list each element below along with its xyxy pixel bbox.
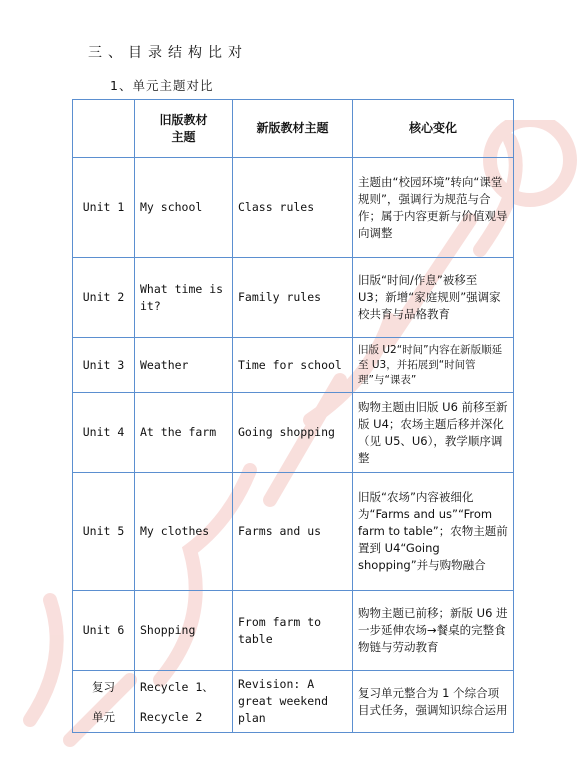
unit-comparison-table xyxy=(72,99,514,733)
header-old-theme xyxy=(135,100,233,158)
table-row xyxy=(73,258,514,338)
table-header-row xyxy=(73,100,514,158)
new-theme-cell: From farm to table xyxy=(233,591,353,671)
table-row xyxy=(73,393,514,473)
old-theme-cell: Weather xyxy=(135,338,233,393)
change-cell: 购物主题由旧版 U6 前移至新版 U4；农场主题后移并深化（见 U5、U6），教学顺序调整 xyxy=(353,393,514,473)
header-unit xyxy=(73,100,135,158)
unit-cell: Unit 2 xyxy=(73,258,135,338)
new-theme-cell: Class rules xyxy=(233,158,353,258)
header-new-theme: 新版教材主题 xyxy=(233,100,353,158)
new-theme-cell: Family rules xyxy=(233,258,353,338)
change-cell: 复习单元整合为 1 个综合项目式任务，强调知识综合运用 xyxy=(353,671,514,733)
table-row xyxy=(73,158,514,258)
table-row xyxy=(73,591,514,671)
change-cell: 购物主题已前移；新版 U6 进一步延伸农场→餐桌的完整食物链与劳动教育 xyxy=(353,591,514,671)
old-theme-cell: My clothes xyxy=(135,473,233,591)
section-heading: 三、目录结构比对 xyxy=(88,45,248,61)
header-old-theme-line2: 主题 xyxy=(171,129,196,144)
subsection-heading: 1、单元主题对比 xyxy=(110,78,214,93)
table-row xyxy=(73,671,514,733)
unit-cell: Unit 1 xyxy=(73,158,135,258)
change-cell: 旧版 U2“时间”内容在新版顺延至 U3，并拓展到“时间管理”与“课表” xyxy=(353,338,514,393)
change-cell: 旧版“农场”内容被细化为“Farms and us”“From farm to table”；农物主题前置到 U4“Going shopping”并与购物融合 xyxy=(353,473,514,591)
old-theme-cell: My school xyxy=(135,158,233,258)
unit-cell-line2: 单元 xyxy=(92,709,115,724)
unit-cell: Unit 3 xyxy=(73,338,135,393)
header-old-theme-line1: 旧版教材 xyxy=(159,112,208,127)
table-row xyxy=(73,338,514,393)
change-cell: 主题由“校园环境”转向“课堂规则”，强调行为规范与合作；属于内容更新与价值观导向调整 xyxy=(353,158,514,258)
new-theme-cell: Time for school xyxy=(233,338,353,393)
unit-cell-line1: 复习 xyxy=(92,679,115,694)
new-theme-cell: Farms and us xyxy=(233,473,353,591)
unit-cell: Unit 4 xyxy=(73,393,135,473)
change-cell: 旧版“时间/作息”被移至 U3；新增“家庭规则”强调家校共育与品格教育 xyxy=(353,258,514,338)
unit-cell: Unit 5 xyxy=(73,473,135,591)
old-theme-cell: At the farm xyxy=(135,393,233,473)
old-theme-cell: Shopping xyxy=(135,591,233,671)
old-theme-line2: Recycle 2 xyxy=(140,709,203,724)
old-theme-line1: Recycle 1、 xyxy=(140,679,214,694)
unit-cell xyxy=(73,671,135,733)
unit-cell: Unit 6 xyxy=(73,591,135,671)
old-theme-cell xyxy=(135,671,233,733)
old-theme-cell: What time is it? xyxy=(135,258,233,338)
new-theme-cell: Going shopping xyxy=(233,393,353,473)
new-theme-cell: Revision: A great weekend plan xyxy=(233,671,353,733)
header-core-change: 核心变化 xyxy=(353,100,514,158)
table-row xyxy=(73,473,514,591)
